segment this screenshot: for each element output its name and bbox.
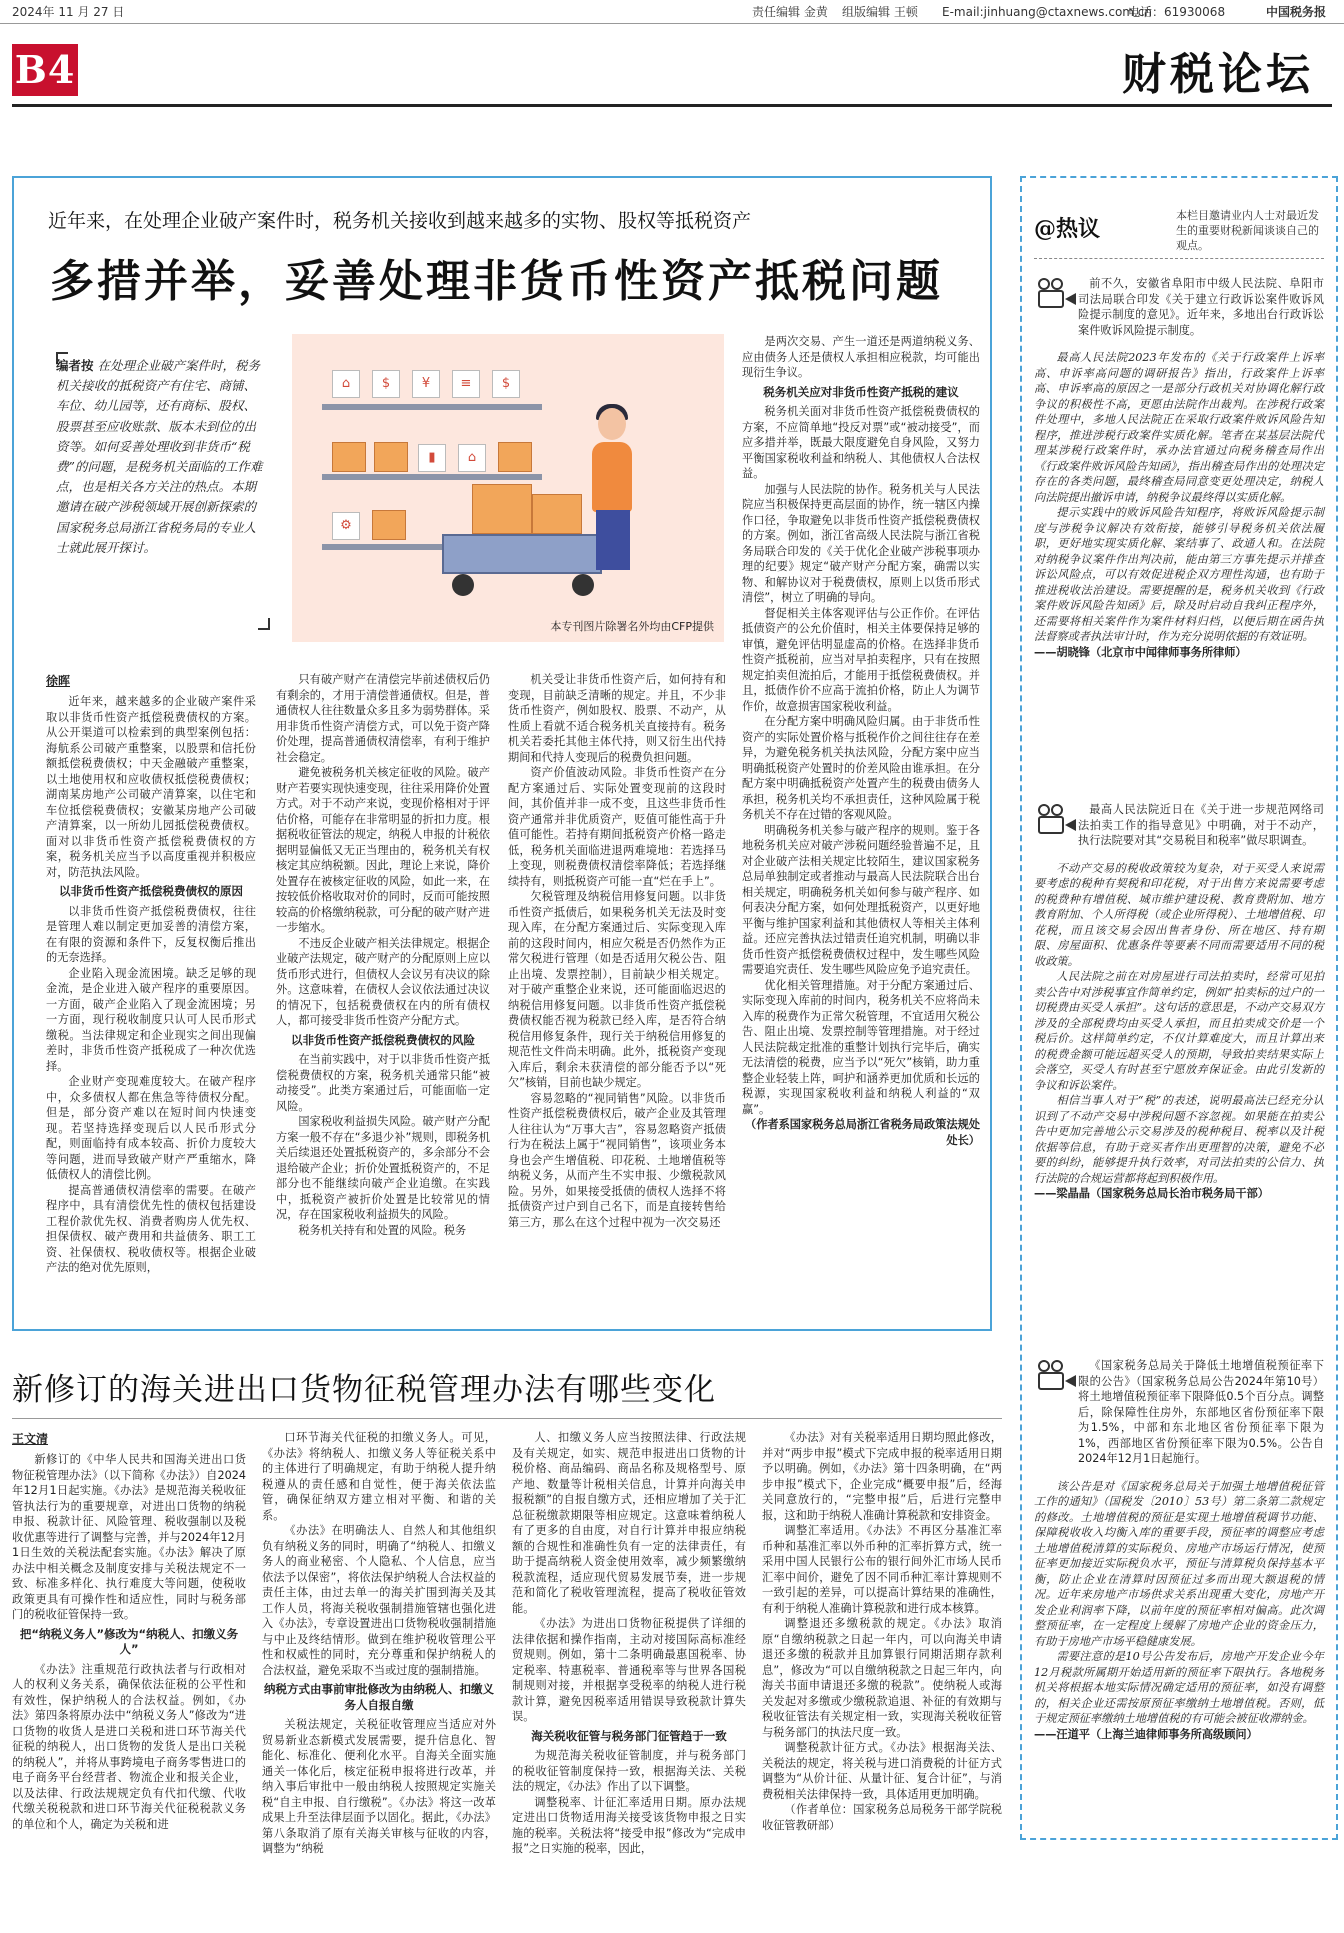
commentary: 提示实践中的败诉风险告知程序，将败诉风险提示制度与涉税争议解决有效衔接，能够引导税务机关依法履职，更好地实现实质化解、案结事了、政通人和。在法院对纳税争议案件作出判决前，能由第三方事先提示并排查诉讼风险点，可以有效促进税企双方理性沟通，也有助于推进税收法治建设。需要提醒的是，税务机关收到《行政案件败诉风险告知函》后，除及时启动自我纠正程序外，还需要将相关案件作为案件材料归档，以便后期在函告执法督察或者执法审计时，作为充分说明依据的有效证明。 [1034, 506, 1324, 643]
article2-byline: 王文清 [12, 1432, 49, 1446]
section-heading: 海关税收征管与税务部门征管趋于一致 [531, 1728, 727, 1743]
layout-editor-credit: 组版编辑 王顿 [842, 5, 918, 19]
issue-date: 2024年 11 月 27 日 [12, 5, 125, 19]
paragraph: 《办法》在明确法人、自然人和其他组织负有纳税义务的同时，明确了“纳税人、扣缴义务人的商业秘密、个人隐私、个人信息，应当依法予以保密”，将依法保护纳税人合法权益的责任主体，由过去单一的海关扩围到海关及其工作人员，将海关税收强制措施管辖也强化进入《办法》，专章设置进出口货物税收强制措施与中止及终结情形。做到在维护税收管理公平性和权威性的同时，充分尊重和保护纳税人的合法权益，避免采取不当或过度的强制措施。 [262, 1524, 496, 1677]
paragraph: 《办法》为进出口货物征税提供了详细的法律依据和操作指南，主动对接国际高标准经贸规则。例如，第十二条明确最惠国税率、协定税率、特惠税率、普通税率等与世界各国税制规则对接，并根据享受税率的纳税人进行税款计算，避免因税率适用错误导致税款计算失误。 [512, 1617, 746, 1723]
paragraph: 优化相关管理措施。对于分配方案通过后、实际变现入库前的时间内，税务机关不应将尚未入库的税费作为正常欠税管理，不宜适用欠税公告、阻止出境、发票控制等管理措施。对于经过人民法院裁定批准的重整计划执行完毕后，确实无法清偿的税费，应当予以“死欠”核销，助力重整企业轻装上阵，呵护和涵养更加优质和长远的税源，实现国家税收利益和纳税人利益的“双赢”。 [742, 978, 980, 1116]
hot-item-1 [1034, 276, 1324, 660]
page-number: B4 [12, 44, 78, 96]
article2-column-3 [512, 1430, 746, 1920]
shelf [322, 404, 542, 410]
commentary: 该公告是对《国家税务总局关于加强土地增值税征管工作的通知》（国税发〔2010〕53号）第二条第二款规定的修改。土地增值税的预征是实现土地增值税调节功能、保障税收收入均衡入库的重要手段，预征率的调整应考虑土地增值税清算的实际税负、房地产市场运行情况，使预征率更加接近实际税负水平，预征与清算税负保持基本平衡，防止企业在清算时因预征过多而出现大额退税的情况。近年来房地产市场供求关系出现重大变化，房地产开发企业利润率下降，以前年度的预征率相对偏高。此次调整预征率，在一定程度上缓解了房地产企业的资金压力，有助于房地产市场平稳健康发展。 [1034, 1479, 1324, 1648]
paragraph: 企业陷入现金流困境。缺乏足够的现金流，是企业进入破产程序的重要原因。一方面，破产企业陷入了现金流困境；另一方面，现行税收制度只认可人民币形式缴税。当法律规定和企业现实之间出现偏差时，非货币性资产抵税成了一种次优选择。 [46, 966, 256, 1073]
paragraph: 人、扣缴义务人应当按照法律、行政法规及有关规定，如实、规范申报进出口货物的计税价格、商品编码、商品名称及规格型号、原产地、数量等计税相关信息，计算并向海关申报税额”的自报自缴方式，还相应增加了关于汇总征税缴款期限等相应规定。这意味着纳税人有了更多的自由度，对自行计算并申报应纳税额的合规性和准确性负有一定的法律责任，有助于提高纳税人资金使用效率，减少频繁缴纳税款流程，适应现代贸易发展节奏，进一步规范和简化了税收管理流程，提高了税收征管效能。 [512, 1431, 746, 1615]
paragraph: 加强与人民法院的协作。税务机关与人民法院应当积极保持更高层面的协作，统一辖区内操作口径，争取避免以非货币性资产抵偿税费债权的方案。例如，浙江省高级人民法院与浙江省税务局联合印发的《关于优化企业破产涉税事项办理的纪要》规定“破产财产分配方案，确需以实物、和解协议对于税费债权，原则上以货币形式清偿”，树立了明确的导向。 [742, 482, 980, 604]
feature-byline: 徐晖 [46, 674, 71, 688]
paragraph: 调整税率、计征汇率适用日期。原办法规定进出口货物适用海关接受该货物申报之日实施的税率。关税法将“接受申报”修改为“完成申报”之日实施的税率，因此， [512, 1795, 746, 1855]
commentator: ——梁晶晶（国家税务总局长治市税务局干部） [1034, 1187, 1269, 1200]
house-icon: ⌂ [332, 370, 360, 398]
coin-icon: ¥ [412, 370, 440, 398]
paragraph: 口环节海关代征税的扣缴义务人。可见，《办法》将纳税人、扣缴义务人等征税关系中的主体进行了明确规定，有助于纳税人提升纳税遵从的责任感和自觉性，便于海关依法监管，确保征纳双方建立相对平衡、和谐的关系。 [262, 1431, 496, 1522]
hot-topics-intro: 本栏目邀请业内人士对最近发生的重要财税新闻谈谈自己的观点。 [1176, 209, 1319, 252]
feature-column-2 [276, 672, 490, 1309]
feature-illustration [292, 334, 724, 642]
paragraph: 督促相关主体客观评估与公正作价。在评估抵债资产的公允价值时，相关主体要保持足够的审慎，避免评估明显虚高的价格。在选择非货币性资产抵税前，应当对早拍卖程序，只有在按照规定拍卖但流拍后，才能用于抵偿税费债权。并且，抵债作价不应高于流拍价格，防止人为调节作价，故意损害国家税收利益。 [742, 606, 980, 713]
paragraph: 是两次交易、产生一道还是两道纳税义务、应由债务人还是债权人承担相应税款，均可能出现衍生争议。 [742, 335, 980, 379]
feature-headline: 多措并举，妥善处理非货币性资产抵税问题 [50, 256, 943, 307]
box [374, 442, 408, 472]
paragraph: （作者单位：国家税务总局税务干部学院税收征管教研部） [762, 1803, 1002, 1832]
paragraph: 在分配方案中明确风险归属。由于非货币性资产的实际处置价格与抵税作价之间往往存在差异，为避免税务机关执法风险，分配方案中应当明确抵税资产处置时的价差风险由谁承担。在分配方案中明确抵税资产处置产生的税费由债务人承担，税务机关均不承担责任，这种风险属于税务机关不存在过错的客观风险。 [742, 715, 980, 821]
chart-icon: ▮ [418, 444, 446, 472]
article2-column-4 [762, 1430, 1002, 1920]
worker-legs [596, 510, 630, 570]
commentator: ——汪道平（上海兰迪律师事务所高级顾问） [1034, 1727, 1258, 1741]
news-summary: 最高人民法院近日在《关于进一步规范网络司法拍卖工作的指导意见》中明确，对于不动产，执行法院要对其“交易税目和税率”做尽职调查。 [1078, 803, 1324, 847]
paragraph: 近年来，越来越多的企业破产案件采取以非货币性资产抵偿税费债权的方案。从公开渠道可以检索到的典型案例包括：海航系公司破产重整案，以股票和信托份额抵偿税费债权；中天金融破产重整案，以土地使用权和应收债权抵偿税费债权；湖南某房地产公司破产清算案，以住宅和车位抵偿税费债权；安徽某房地产公司破产清算案，以一所幼儿园抵偿税费债权。面对以非货币性资产抵偿税费债权的方案，税务机关应当予以高度重视并积极应对，防范执法风险。 [46, 695, 256, 879]
feature-column-1 [46, 694, 256, 1309]
editor-note [56, 356, 264, 626]
hot-item-3 [1034, 1358, 1324, 1742]
editor-note-text: 在处理企业破产案件时，税务机关接收的抵税资产有住宅、商铺、车位、幼儿园等，还有商标、股权、股票甚至应收账款、版本未到位的出资等。如何妥善处理收到非货币“税费”的问题，是税务机关面临的工作难点，也是相关各方关注的热点。本期邀请在破产涉税领域开展创新探索的国家税务总局浙江省税务局的专业人士就此展开探讨。 [56, 358, 263, 555]
editor-note-label: 编者按 [56, 358, 94, 373]
section-heading: 税务机关应对非货币性资产抵税的建议 [763, 384, 959, 399]
worker-body [592, 442, 632, 512]
paragraph: 提高普通债权清偿率的需要。在破产程序中，具有清偿优先性的债权包括建设工程价款优先权、消费者购房人优先权、担保债权、破产费用和共益债务、职工工资、社保债权、税收债权等。根据企业破产法的绝对优先原则， [46, 1183, 256, 1274]
paragraph: 《办法》对有关税率适用日期均照此修改，并对“两步申报”模式下完成申报的税率适用日期予以明确。例如，《办法》第十四条明确，在“两步申报”模式下，企业完成“概要申报”后，经海关同意放行的，“完整申报”后，后进行完整申报，这和助于纳税人准确计算税款和安排资金。 [762, 1431, 1002, 1522]
news-summary: 前不久，安徽省阜阳市中级人民法院、阜阳市司法局联合印发《关于建立行政诉讼案件败诉风险提示制度的意见》。近年来，多地出台行政诉讼案件败诉风险提示制度。 [1078, 277, 1324, 337]
cart [442, 534, 602, 574]
photo-caption: 本专刊图片除署名外均由CFP提供 [550, 620, 714, 633]
header-rule [12, 104, 1332, 107]
paragraph: 在当前实践中，对于以非货币性资产抵偿税费债权的方案，税务机关通常只能“被动接受”。此类方案通过后，可能面临一定风险。 [276, 1053, 490, 1113]
paragraph: 欠税管理及纳税信用修复问题。以非货币性资产抵债后，如果税务机关无法及时变现入库，在分配方案通过后、实际变现入库前的这段时间内，相应欠税是否仍然作为正常欠税进行管理（如是否适用欠税公告、阻止出境、发票控制），目前缺少相关规定。对于破产重整企业来说，还可能面临迟迟的纳税信用修复问题。以非货币性资产抵偿税费债权能否视为税款已经入库，是否符合纳税信用修复条件，现行关于纳税信用修复的规范性文件尚未明确。此外，抵税资产变现入库后，剩余未获清偿的部分能否予以“死欠”核销，目前也缺少规定。 [508, 890, 726, 1089]
paragraph: 税务机关持有和处置的风险。税务 [298, 1223, 467, 1237]
paragraph: 为规范海关税收征管制度，并与税务部门的税收征管制度保持一致，根据海关法、关税法的规定，《办法》作出了以下调整。 [512, 1749, 746, 1793]
paragraph: 《办法》注重规范行政执法者与行政相对人的权利义务关系，确保依法征税的公平性和有效性，保护纳税人的合法权益。例如，《办法》第四条将原办法中“纳税义务人”修改为“进口货物的收货人是进口关税和进口环节海关代征税的纳税人，出口货物的发货人是出口关税的纳税人”，并将从事跨境电子商务零售进口的电子商务平台经营者、物流企业和报关企业，以及法律、行政法规规定负有代扣代缴、代收代缴关税税款和进口环节海关代征税税款义务的单位和个人，确定为关税和进 [12, 1662, 246, 1831]
paragraph: 以非货币性资产抵偿税费债权，往往是管理人难以制定更加妥善的清偿方案，在有限的资源和条件下，反复权衡后推出的无奈选择。 [46, 904, 256, 964]
commentary: 人民法院之前在对房屋进行司法拍卖时，经常可见拍卖公告中对涉税事宜作简单约定，例如“拍卖标的过户的一切税费由买受人承担”。这句话的意思是，不动产交易双方涉及的全部税费均由买受人承担，而且拍卖成交价是一个税后价。这样简单约定，不仅计算难度大，而且计算出来的税费金额可能远超买受人的预期，导致拍卖结果实际上会落空，买受人有时甚至宁愿放弃保证金。由此引发新的争议和诉讼案件。 [1034, 970, 1324, 1092]
divider [12, 1418, 1002, 1419]
contact-phone: 电话：61930068 [1128, 5, 1226, 19]
article2-column-1 [12, 1452, 246, 1920]
section-heading: 以非货币性资产抵偿税费债权的原因 [59, 884, 243, 898]
paragraph: 调整税款计征方式。《办法》根据海关法、关税法的规定，将关税与进口消费税的计征方式调整为“从价计征、从量计征、复合计征”，与消费税相关法律保持一致，具体适用更加明确。 [762, 1741, 1002, 1801]
news-summary: 《国家税务总局关于降低土地增值税预征率下限的公告》（国家税务总局公告2024年第10号）将土地增值税预征率下限降低0.5个百分点。调整后，除保障性住房外，东部地区省份预征率下限为1.5%，中部和东北地区省份预征率下限为1%，西部地区省份预征率下限为0.5%。公告自2024年12月1日起施行。 [1078, 1359, 1324, 1465]
editor-credit: 责任编辑 金黄 [752, 5, 828, 19]
paragraph: 调整退还多缴税款的规定。《办法》取消原“自缴纳税款之日起一年内，可以向海关申请退还多缴的税款并且加算银行同期活期存款利息”，修改为“可以自缴纳税款之日起三年内，向海关书面申请退还多缴的税款”。使纳税人或海关发起对多缴或少缴税款追退、补征的有效期与税收征管法有关规定相一致，实现海关税收征管与税务部门的执法尺度一致。 [762, 1617, 1002, 1739]
feature-subhead: 近年来，在处理企业破产案件时，税务机关接收到越来越多的实物、股权等抵税资产 [48, 210, 752, 232]
commentary: 不动产交易的税收政策较为复杂，对于买受人来说需要考虑的税种有契税和印花税，对于出售方来说需要考虑的税费种有增值税、城市维护建设税、教育费附加、地方教育附加、个人所得税（或企业所得税）、土地增值税、印花税，而且该交易会因出售者身份、所在地区、持有期限、房屋面积、优惠条件等要素不同而需要适用不同的税收政策。 [1034, 861, 1324, 968]
paragraph: 新修订的《中华人民共和国海关进出口货物征税管理办法》（以下简称《办法》）自2024年12月1日起实施。《办法》是规范海关税收征管执法行为的重要规章，对进出口货物的纳税申报、税款计征、风险管理、税收强制以及税收优惠等进行了调整与完善，并与2024年12月1日生效的关税法配套实施。《办法》解决了原办法中相关概念及制度安排与关税法规定不一致、标准多样化、执行难度大等问题，使税收政策更具有可操作性和适应性，同时与税务部门的税收征管保持一致。 [12, 1453, 246, 1621]
paragraph: 容易忽略的“视同销售”风险。以非货币性资产抵偿税费债权后，破产企业及其管理人往往认为“万事大吉”，容易忽略资产抵债行为在税法上属于“视同销售”，该项业务本身也会产生增值税、印花税、土地增值税等纳税义务，从而产生不实申报、少缴税款风险。另外，如果接受抵债的债权人选择不将抵债资产过户到自己名下，而是直接转售给第三方，那么在这个过程中视为一次交易还 [508, 1091, 726, 1229]
worker-head [598, 408, 626, 440]
contact-email: E-mail:jinhuang@ctaxnews.com.cn [942, 5, 1152, 19]
feature-column-3 [508, 672, 726, 1309]
box [498, 442, 532, 472]
cart-wheel [572, 574, 594, 596]
section-heading: 纳税方式由事前审批修改为由纳税人、扣缴义务人自报自缴 [264, 1682, 494, 1712]
article2-headline: 新修订的海关进出口货物征税管理办法有哪些变化 [12, 1372, 716, 1408]
cart-wheel [452, 574, 474, 596]
dollar-icon: $ [372, 370, 400, 398]
document-icon: ≡ [452, 370, 480, 398]
page-header-bar [0, 0, 1344, 24]
article2-column-2 [262, 1430, 496, 1920]
paragraph: 避免被税务机关核定征收的风险。破产财产若要实现快速变现，往往采用降价处置方式。对于不动产来说，变现价格相对于评估价格，可能存在非常明显的折扣力度。根据税收征管法的规定，纳税人申报的计税依据明显偏低又无正当理由的，税务机关有权核定其应纳税额。因此，理论上来说，降价处置存在被核定征收的风险，如此一来，在按较低价格收取对价的同时，反而可能按照较高的价格缴纳税款，可分配的破产财产进一步缩水。 [276, 766, 490, 934]
box [332, 442, 366, 472]
box [372, 510, 406, 540]
paragraph: 国家税收利益损失风险。破产财产分配方案一般不存在“多退少补”规则，即税务机关后续退还处置抵税资产的，多余部分不会退给破产企业；折价处置抵税资产的，不足部分也不能继续向破产企业追缴。在实践中，抵税资产被折价处置是比较常见的情况，存在国家税收利益损失的风险。 [276, 1115, 490, 1221]
paragraph: 机关受让非货币性资产后，如何持有和变现，目前缺乏清晰的规定。并且，不少非货币性资产，例如股权、股票、不动产，从性质上看就不适合税务机关直接持有。税务机关若委托其他主体代持，则又衍生出代持期间和代持人变现后的税费负担问题。 [508, 673, 726, 764]
paragraph: 调整汇率适用。《办法》不再区分基准汇率币种和基准汇率以外币种的汇率折算方式，统一采用中国人民银行公布的银行间外汇市场人民币汇率中间价，避免了因不同币种汇率计算规则不一致引起的差异，可以提高计算结果的准确性，有利于纳税人准确计算税款和进行成本核算。 [762, 1524, 1002, 1615]
paragraph: 关税法规定，关税征收管理应当适应对外贸易新业态新模式发展需要，提升信息化、智能化、标准化、便利化水平。自海关全面实施通关一体化后，核定征税申报将进行改革，并纳入事后审批中一般由纳税人按照规定实施关税“自主申报、自行缴税”。《办法》将这一改革成果上升至法律层面予以固化。据此，《办法》第八条取消了原有关海关审核与征收的内容，调整为“纳税 [262, 1718, 496, 1855]
commentary: 最高人民法院2023年发布的《关于行政案件上诉率高、申诉率高问题的调研报告》指出，行政案件上诉率高、申诉率高的原因之一是部分行政机关对协调化解行政争议的积极性不高，更愿由法院作出裁判。在涉税行政案件处理中，多地人民法院正在采取行政案件败诉风险告知程序，推进涉税行政案件实质化解。笔者在某基层法院代理某涉税行政案件时，承办法官通过向税务稽查局作出《行政案件败诉风险告知函》，指出稽查局作出的处理决定存在的各类问题，最终稽查局同意变更处理决定，纳税人向法院提出撤诉申请，纳税争议最终得以实质化解。 [1034, 351, 1324, 504]
dollar-icon: $ [492, 370, 520, 398]
section-heading: 以非货币性资产抵偿税费债权的风险 [291, 1032, 475, 1047]
commentary: 需要注意的是10号公告发布后，房地产开发企业今年12月税款所属期开始适用新的预征率下限执行。各地税务机关将根据本地实际情况确定适用的预征率，如没有调整的，相关企业还需按原预征率缴纳土地增值税。否则，低于规定预征率缴纳土地增值税的有可能会被征收滞纳金。 [1034, 1650, 1324, 1725]
box [472, 484, 532, 534]
shelf [322, 474, 542, 480]
section-title: 财税论坛 [1122, 49, 1314, 100]
paragraph: 税务机关面对非货币性资产抵偿税费债权的方案，不应简单地“投反对票”或“被动接受”，而应多措并举，既最大限度避免自身风险，又努力平衡国家税收利益和纳税人、其他债权人合法权益。 [742, 405, 980, 480]
feature-column-4 [742, 334, 980, 1309]
paragraph: 明确税务机关参与破产程序的规则。鉴于各地税务机关应对破产涉税问题经验普遍不足，且对企业破产法相关规定比较陌生，建议国家税务总局单独制定或者推动与最高人民法院联合出台相关规定，明确税务机关如何参与破产程序、如何表决分配方案，如何处理抵税资产，以更好地平衡与维护国家利益和其他债权人等相关主体利益。还应完善执法过错责任追究机制，明确以非货币性资产抵偿税费债权过程中，发生哪些风险需要追究责任、发生哪些风险应免予追究责任。 [742, 823, 980, 976]
commentary: 相信当事人对于“税”的表述，说明最高法已经充分认识到了不动产交易中涉税问题不容忽视。如果能在拍卖公告中更加完善地公示交易涉及的税种税目、税率以及计税依据等信息，有助于竞买者作出更理智的决策，避免不必要的纠纷，能够提升执行效率，对司法拍卖的公信力、执行法院的合规运营都将起到积极作用。 [1034, 1094, 1324, 1185]
paragraph: 只有破产财产在清偿完毕前述债权后仍有剩余的，才用于清偿普通债权。但是，普通债权人往往数量众多且多为弱势群体。采用非货币性资产清偿方式，可以免于资产降价处理，提高普通债权清偿率，有利于维护社会稳定。 [276, 673, 490, 764]
paragraph: 资产价值波动风险。非货币性资产在分配方案通过后、实际处置变现前的这段时间，其价值并非一成不变，且这些非货币性资产通常并非优质资产，贬值可能性高于升值可能性。若持有期间抵税资产价格一路走低，税务机关面临进退两难境地：若选择马上变现，则税费债权清偿率降低；若选择继续持有，则抵税资产可能一直“烂在手上”。 [508, 766, 726, 888]
author-note: （作者系国家税务总局浙江省税务局政策法规处处长） [745, 1118, 980, 1147]
house-icon: ⌂ [458, 444, 486, 472]
paragraph: 不违反企业破产相关法律规定。根据企业破产法规定，破产财产的分配原则上应以货币形式进行，但债权人会议另有决议的除外。这意味着，在债权人会议依法通过决议的情况下，包括税费债权在内的所有债权人，都可接受非货币性资产分配方式。 [276, 936, 490, 1027]
section-heading: 把“纳税义务人”修改为“纳税人、扣缴义务人” [19, 1626, 239, 1656]
newspaper-name: 中国税务报 [1266, 5, 1327, 19]
divider [1034, 258, 1324, 259]
box [532, 494, 582, 534]
paragraph: 企业财产变现难度较大。在破产程序中，众多债权人都在焦急等待债权分配。但是，部分资产难以在短时间内快速变现。若坚持选择变现后以人民币形式分配，则面临持有成本较高、折价力度较大等问题，进而导致破产财产严重缩水，降低债权人的清偿比例。 [46, 1075, 256, 1181]
hot-topics-title: @热议 [1034, 216, 1101, 242]
gear-icon: ⚙ [332, 512, 360, 540]
commentator: ——胡晓锋（北京市中闻律师事务所律师） [1034, 645, 1247, 659]
hot-item-2 [1034, 802, 1324, 1202]
